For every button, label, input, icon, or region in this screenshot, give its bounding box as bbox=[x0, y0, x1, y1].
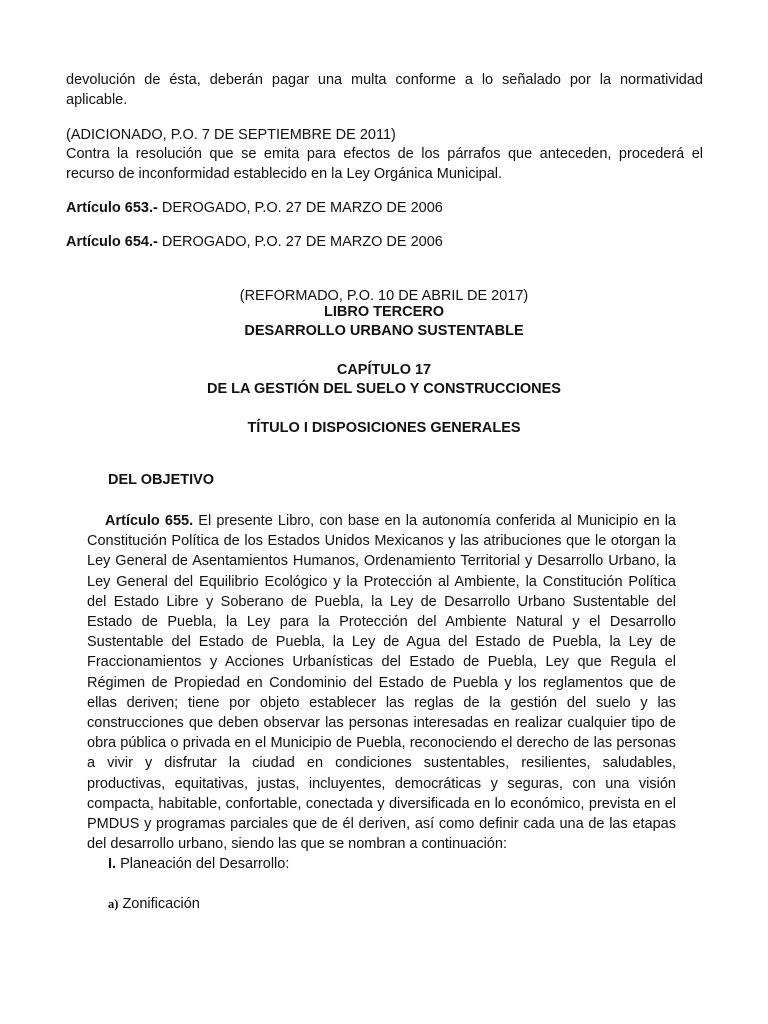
paragraph-inconformity: Contra la resolución que se emita para efectos de los párrafos que anteceden, procederá el recurso de inconformidad establecido en la Ley Orgánica Municipal. bbox=[66, 146, 703, 183]
section-heading: DEL OBJETIVO bbox=[108, 472, 215, 488]
added-note: (ADICIONADO, P.O. 7 DE SEPTIEMBRE DE 2011) bbox=[66, 127, 396, 143]
article-654-text: DEROGADO, P.O. 27 DE MARZO DE 2006 bbox=[157, 234, 443, 250]
list-item-I bbox=[108, 854, 289, 874]
reform-note: (REFORMADO, P.O. 10 DE ABRIL DE 2017) bbox=[239, 288, 529, 304]
chapter-heading: CAPÍTULO 17 bbox=[336, 362, 432, 378]
article-654 bbox=[66, 232, 443, 252]
article-655-text: El presente Libro, con base en la autonomía conferida al Municipio en la Constitución Política de los Estados Unidos Mexicanos y las atribuciones que le otorgan la Ley General de Asentamientos Humanos, Ordenamiento Territorial y Desarrollo Urbano, la Ley General del Equilibrio Ecológico y la Protección al Ambiente, la Constitución Política del Estado Libre y Soberano de Puebla, la Ley de Desarrollo Urbano Sustentable del Estado de Puebla, la Ley para la Protección del Ambiente Natural y el Desarrollo Sustentable del Estado de Puebla, la Ley de Agua del Estado de Puebla, la Ley de Fraccionamientos y Acciones Urbanísticas del Estado de Puebla, Ley que Regula el Régimen de Propiedad en Condominio del Estado de Puebla y los reglamentos que de ellas deriven; tiene por objeto establecer las reglas de la gestión del suelo y las construcciones que deben observar las personas interesadas en realizar cualquier tipo de obra pública o privada en el Municipio de Puebla, reconociendo el derecho de las personas a vivir y disfrutar la ciudad en condiciones sustentables, resilientes, saludables, productivas, equitativas, justas, incluyentes, democráticas y seguras, con una visión compacta, habitable, confortable, conectada y diversificada en lo económico, prevista en el PMDUS y programas parciales que de él deriven, así como definir cada una de las etapas del desarrollo urbano, siendo las que se nombran a continuación: bbox=[87, 513, 676, 853]
list-item-a-label: a) bbox=[108, 897, 119, 911]
list-item-a-text: Zonificación bbox=[118, 896, 200, 912]
book-heading: LIBRO TERCERO bbox=[323, 304, 445, 320]
list-item-a bbox=[108, 894, 200, 914]
article-654-label: Artículo 654.- bbox=[66, 234, 158, 250]
list-item-I-label: I. bbox=[108, 856, 117, 872]
chapter-title: DE LA GESTIÓN DEL SUELO Y CONSTRUCCIONES bbox=[207, 381, 561, 397]
title-heading: TÍTULO I DISPOSICIONES GENERALES bbox=[247, 420, 521, 436]
article-655-label: Artículo 655. bbox=[105, 513, 194, 529]
article-653-label: Artículo 653.- bbox=[66, 200, 158, 216]
book-title: DESARROLLO URBANO SUSTENTABLE bbox=[244, 323, 524, 339]
paragraph-fine-continuation: devolución de ésta, deberán pagar una multa conforme a lo señalado por la normatividad aplicable. bbox=[66, 72, 703, 109]
list-item-I-text: Planeación del Desarrollo: bbox=[116, 856, 290, 872]
article-653-text: DEROGADO, P.O. 27 DE MARZO DE 2006 bbox=[157, 200, 443, 216]
article-655 bbox=[87, 511, 676, 854]
article-653 bbox=[66, 198, 443, 218]
